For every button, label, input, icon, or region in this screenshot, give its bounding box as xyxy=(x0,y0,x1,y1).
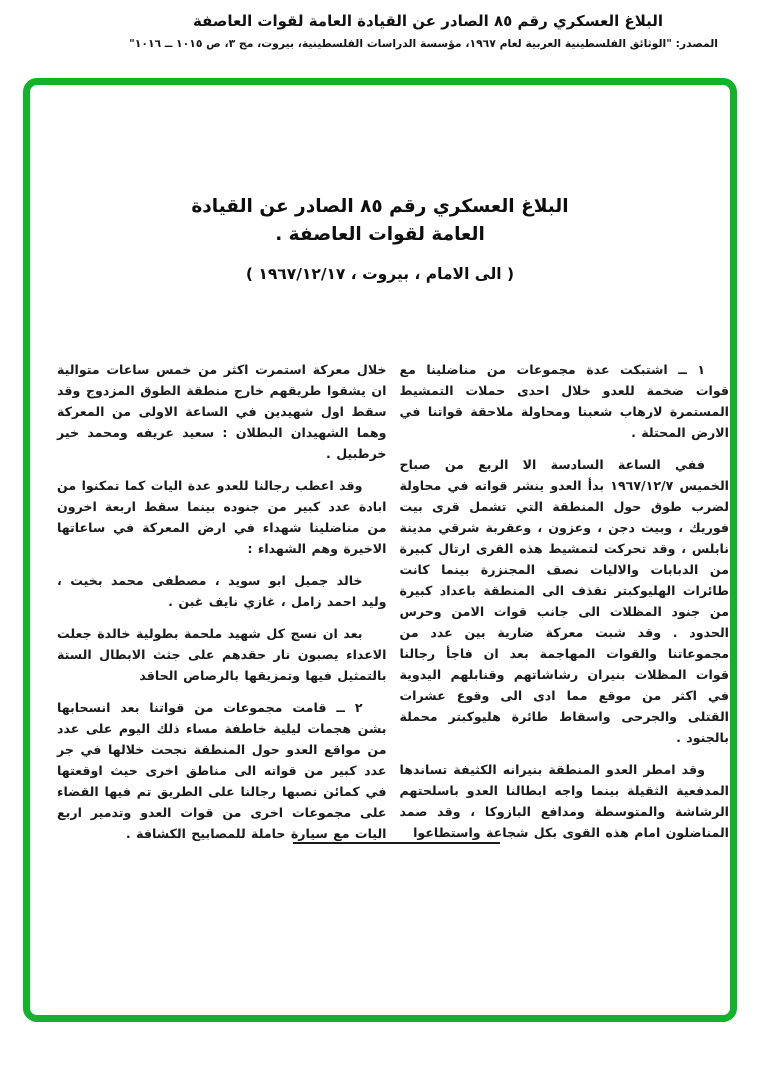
column-right xyxy=(400,359,730,855)
document-title xyxy=(170,193,590,283)
paragraph-2-battle-details: ففي الساعة السادسة الا الربع من صباح الخميس ١٩٦٧/١٢/٧ بدأ العدو ينشر قواته في محاولة لضرب طوق حول المنطقة التي تشمل قرى بيت فوريك ، وبيت دجن ، وعزون ، وعقربة شرقي مدينة نابلس ، وقد تحركت لتمشيط هذه القرى ارتال كبيرة من الدبابات والاليات نصف المجنزرة بينما كانت طائرات الهليوكبتر تقذف الى المنطقة باعداد كبيرة من جنود المظلات الى جانب قوات الامن وحرس الحدود . وقد شبت معركة ضارية بين عدد من مجموعاتنا والقوات المهاجمة بعد ان فاجأ رجالنا قوات المظلات بنيران رشاشاتهم وقنابلهم اليدوية في اكثر من موقع مما ادى الى وقوع عشرات القتلى والجرحى واسقاط طائرة هليوكبتر محملة بالجنود . xyxy=(399,457,729,745)
paragraph-6-martyr-names: خالد جميل ابو سويد ، مصطفى محمد بخيت ، وليد احمد زامل ، غازي نايف غبن . xyxy=(57,573,387,609)
paragraph-4-battle-continuation: خلال معركة استمرت اكثر من خمس ساعات متوالية ان يشقوا طريقهم خارج منطقة الطوق المزدوج وقد سقط اول شهيدين في الساعة الاولى من المعركة وهما الشهيدان البطلان : سعيد عريفه ومحمد خير خرطبيل . xyxy=(57,362,387,461)
text-columns xyxy=(57,359,729,855)
page-header xyxy=(129,10,718,50)
document-frame xyxy=(23,78,737,1022)
paragraph-5-casualties: وقد اعطب رجالنا للعدو عدة اليات كما تمكنوا من ابادة عدد كبير من جنوده بينما سقط اربعة اخرون من مناضلينا شهداء في ارض المعركة في ساعاتها الاخيرة وهم الشهداء : xyxy=(57,478,387,556)
document-dateline: ( الى الامام ، بيروت ، ١٩٦٧/١٢/١٧ ) xyxy=(245,265,515,283)
page-header-source: المصدر: "الوثائق الفلسطينية العربية لعام ١٩٦٧، مؤسسة الدراسات الفلسطينية، بيروت، مج ٣، ص ١٠١٥ ــ ١٠١٦" xyxy=(129,37,718,50)
section-divider xyxy=(293,842,500,844)
page-header-title: البلاغ العسكري رقم ٨٥ الصادر عن القيادة العامة لقوات العاصفة xyxy=(192,12,664,30)
paragraph-3-enemy-fire: وقد امطر العدو المنطقة بنيرانه الكثيفة تساندها المدفعية الثقيلة بينما واجه ابطالنا العدو باسلحتهم الرشاشة والمتوسطة ومدافع البازوكا ، وقد صمد المناضلون امام هذه القوى بكل شجاعة واستطاعوا xyxy=(399,762,729,840)
document-title-line1: البلاغ العسكري رقم ٨٥ الصادر عن القيادة xyxy=(191,196,569,217)
paragraph-1-engagement: ١ ــ اشتبكت عدة مجموعات من مناضلينا مع قوات ضخمة للعدو خلال احدى حملات التمشيط المستمرة لارهاب شعبنا ومحاولة ملاحقة قواتنا في الارض المحتلة . xyxy=(399,362,729,440)
document-title-line2: العامة لقوات العاصفة . xyxy=(275,224,485,245)
column-left xyxy=(57,359,387,855)
paragraph-7-heroism: بعد ان نسج كل شهيد ملحمة بطولية خالدة جعلت الاعداء يصبون نار حقدهم على جثث الابطال الستة بالتمثيل فيها وتمزيقها بالرصاص الحاقد xyxy=(57,626,387,683)
paragraph-8-night-attacks: ٢ ــ قامت مجموعات من قواتنا بعد انسحابها بشن هجمات ليلية خاطفة مساء ذلك اليوم على عدد من مواقع العدو حول المنطقة نجحت خلالها في جر عدد كبير من قواته الى مناطق اخرى حيث اوقعتها في كمائن نصبها رجالنا على الطريق تم فيها القضاء على مجموعات اخرى من قوات العدو وتدمير اربع اليات مع سيارة حاملة للمصابيح الكشافة . xyxy=(57,700,387,841)
